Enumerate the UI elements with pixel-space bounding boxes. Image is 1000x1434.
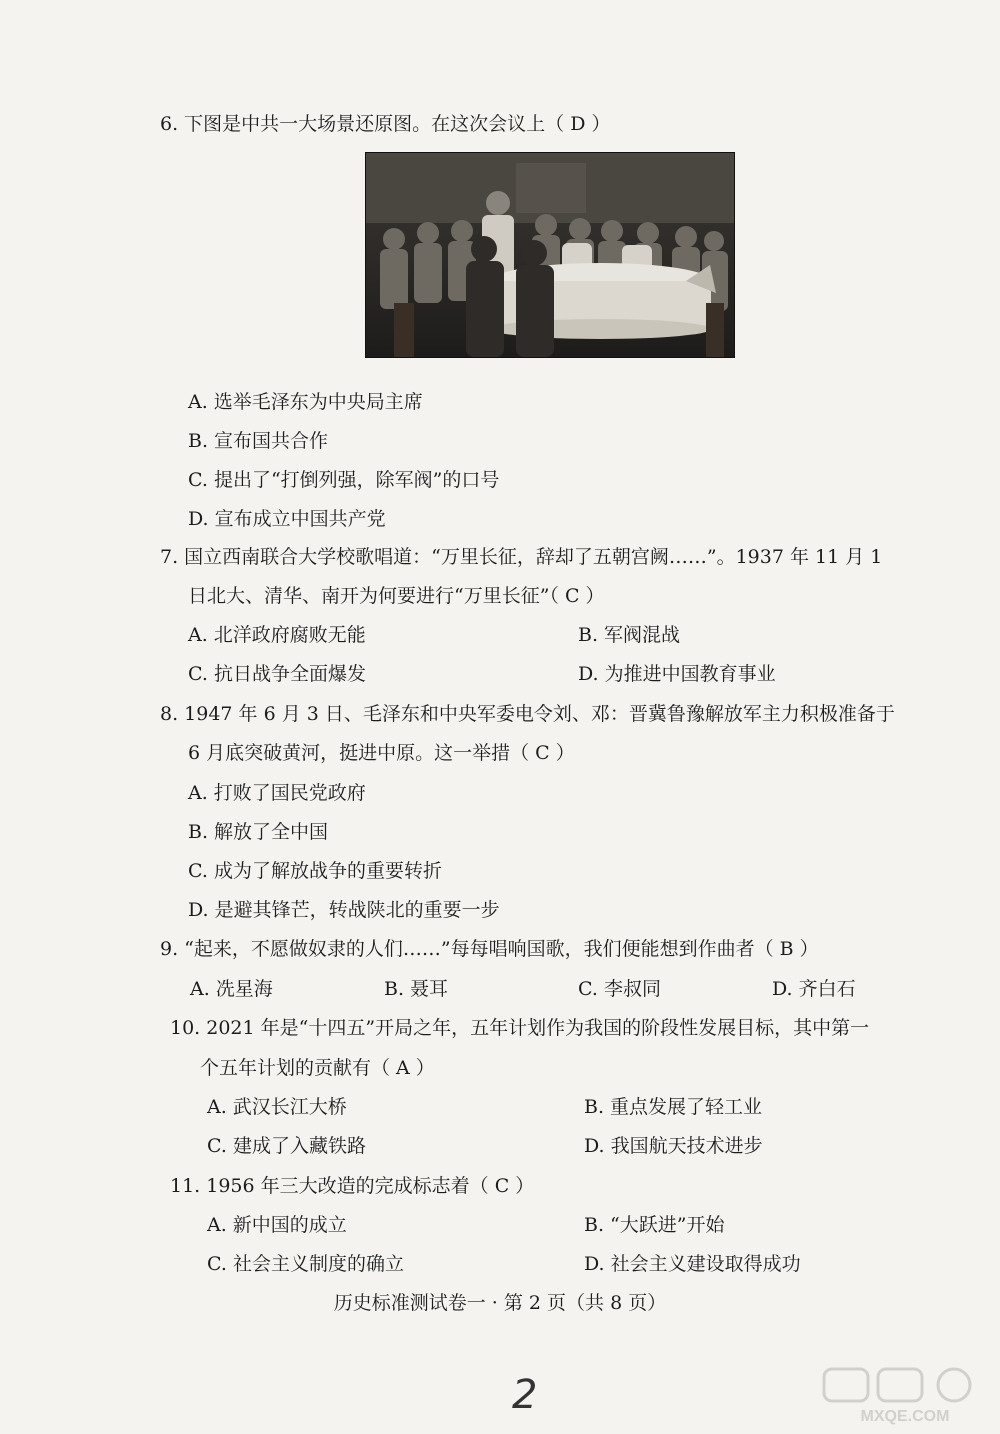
q6-option-c: C. 提出了“打倒列强，除军阀”的口号 bbox=[188, 469, 500, 491]
page-footer: 历史标准测试卷一 · 第 2 页（共 8 页） bbox=[333, 1292, 667, 1314]
q7-option-a: A. 北洋政府腐败无能 bbox=[188, 624, 366, 646]
q7-stem-line2: 日北大、清华、南开为何要进行“万里长征”（ C ） bbox=[188, 585, 605, 607]
congress-scene-illustration bbox=[366, 153, 734, 357]
q9-option-c: C. 李叔同 bbox=[578, 978, 661, 1000]
q7-stem-line1: 7. 国立西南联合大学校歌唱道：“万里长征，辞却了五朝宫阙……”。1937 年 11 月 1 bbox=[160, 546, 883, 568]
q8-stem-line1: 8. 1947 年 6 月 3 日、毛泽东和中央军委电令刘、邓：晋冀鲁豫解放军主力积极准备于 bbox=[160, 703, 895, 725]
q10-option-d: D. 我国航天技术进步 bbox=[584, 1135, 763, 1157]
q8-option-a: A. 打败了国民党政府 bbox=[188, 782, 366, 804]
q9-option-b: B. 聂耳 bbox=[384, 978, 449, 1000]
watermark-logo bbox=[820, 1365, 990, 1425]
handwritten-page-number: 2 bbox=[512, 1372, 538, 1418]
q6-stem: 6. 下图是中共一大场景还原图。在这次会议上（ D ） bbox=[160, 113, 611, 135]
q9-option-a: A. 冼星海 bbox=[190, 978, 273, 1000]
q9-option-d: D. 齐白石 bbox=[772, 978, 856, 1000]
q10-option-c: C. 建成了入藏铁路 bbox=[207, 1135, 366, 1157]
q7-option-c: C. 抗日战争全面爆发 bbox=[188, 663, 366, 685]
q8-option-c: C. 成为了解放战争的重要转折 bbox=[188, 860, 442, 882]
q11-option-d: D. 社会主义建设取得成功 bbox=[584, 1253, 801, 1275]
q8-option-b: B. 解放了全中国 bbox=[188, 821, 329, 843]
q8-stem-line2: 6 月底突破黄河，挺进中原。这一举措（ C ） bbox=[188, 742, 575, 764]
q6-option-b: B. 宣布国共合作 bbox=[188, 430, 329, 452]
q6-option-a: A. 选举毛泽东为中央局主席 bbox=[188, 391, 423, 413]
q9-stem: 9. “起来，不愿做奴隶的人们……”每每唱响国歌，我们便能想到作曲者（ B ） bbox=[160, 938, 819, 960]
q11-option-b: B. “大跃进”开始 bbox=[584, 1214, 725, 1236]
q10-option-b: B. 重点发展了轻工业 bbox=[584, 1096, 763, 1118]
q8-option-d: D. 是避其锋芒，转战陕北的重要一步 bbox=[188, 899, 500, 921]
q7-option-d: D. 为推进中国教育事业 bbox=[578, 663, 776, 685]
q11-option-a: A. 新中国的成立 bbox=[207, 1214, 347, 1236]
watermark-text: MXQE.COM bbox=[860, 1408, 950, 1425]
q10-stem-line2: 个五年计划的贡献有（ A ） bbox=[200, 1057, 435, 1079]
q10-stem-line1: 10. 2021 年是“十四五”开局之年，五年计划作为我国的阶段性发展目标，其中第一 bbox=[170, 1017, 870, 1039]
q7-option-b: B. 军阀混战 bbox=[578, 624, 681, 646]
q10-option-a: A. 武汉长江大桥 bbox=[207, 1096, 347, 1118]
q6-option-d: D. 宣布成立中国共产党 bbox=[188, 508, 386, 530]
q11-option-c: C. 社会主义制度的确立 bbox=[207, 1253, 404, 1275]
q11-stem: 11. 1956 年三大改造的完成标志着（ C ） bbox=[170, 1175, 535, 1197]
congress-scene-photo bbox=[365, 152, 735, 358]
